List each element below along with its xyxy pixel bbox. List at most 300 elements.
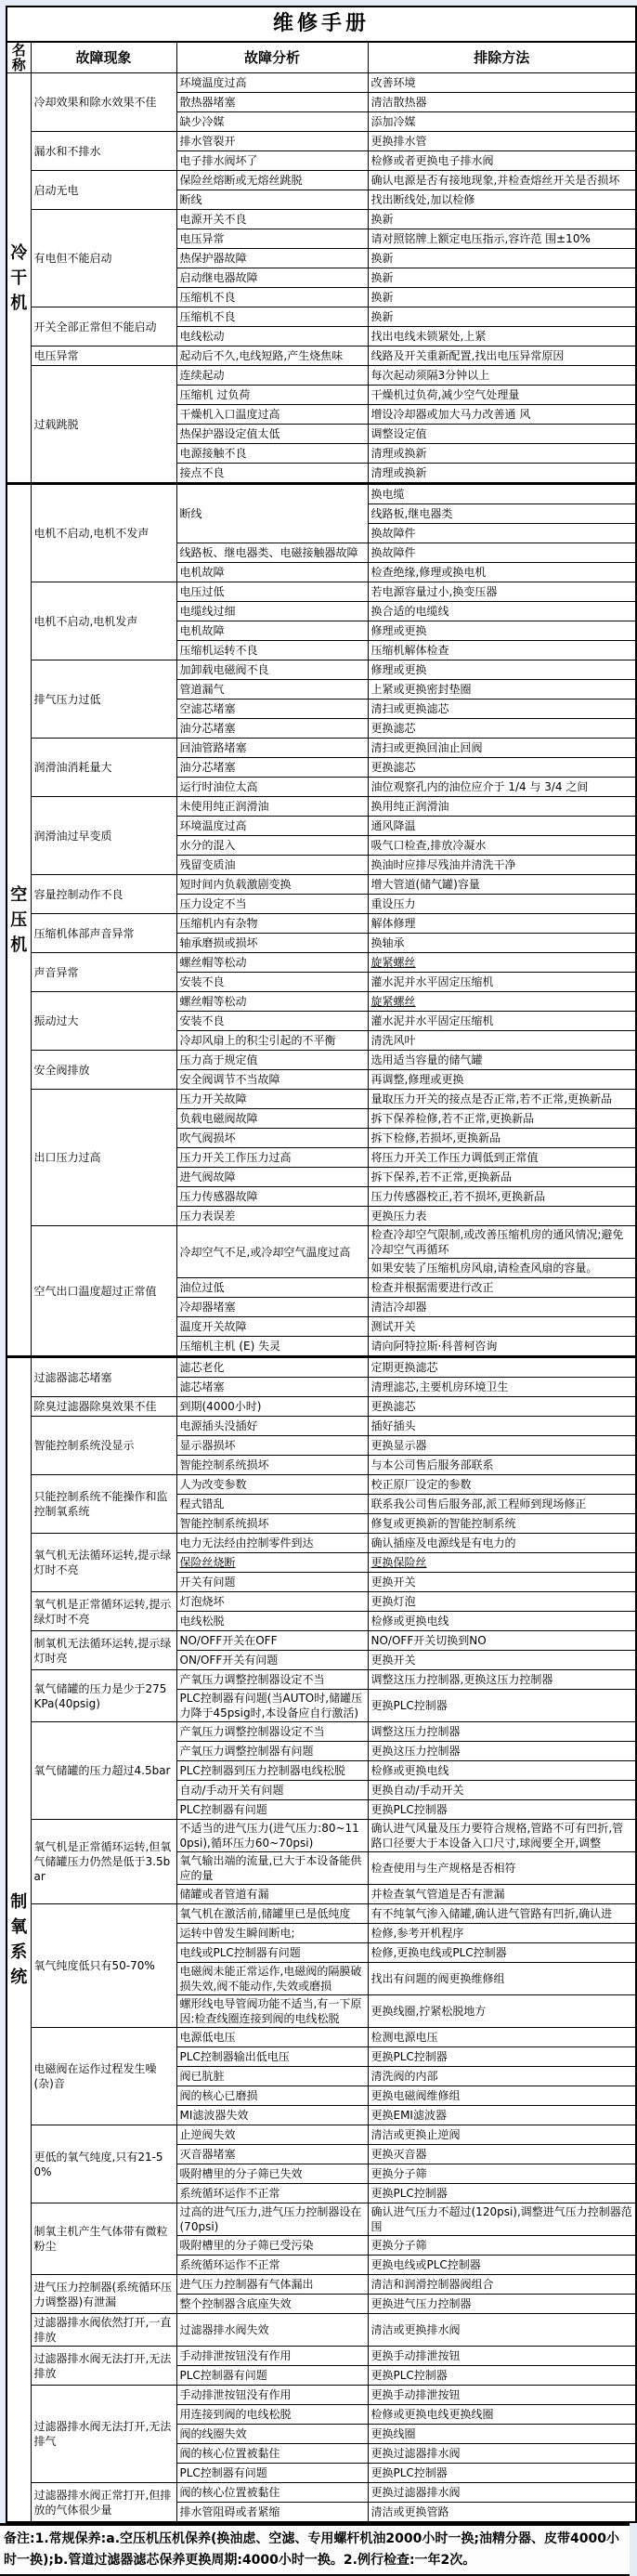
analysis-cell: 短时间内负载激剧变换 xyxy=(176,875,368,895)
remedy-cell: 清扫或更换滤芯 xyxy=(368,700,636,719)
phenomenon-cell: 进气压力控制器(系统循环压力调整器)有泄漏 xyxy=(31,2275,176,2314)
phenomenon-cell: 过滤器排水阀正常打开,但排放的气体很少量 xyxy=(31,2483,176,2523)
analysis-cell: 显示器损坏 xyxy=(176,1436,368,1456)
phenomenon-cell: 只能控制系统不能操作和监控制氧系统 xyxy=(31,1475,176,1534)
remedy-cell: 吸气口检查,排放冷凝水 xyxy=(368,836,636,856)
analysis-cell: 安装不良 xyxy=(176,973,368,992)
phenomenon-cell: 电机不启动,电机不发声 xyxy=(31,484,176,582)
analysis-cell: 电压过低 xyxy=(176,582,368,602)
phenomenon-cell: 过滤器排水阀无法打开,无法排气 xyxy=(31,2386,176,2483)
phenomenon-cell: 氧气储罐的压力超过4.5bar xyxy=(31,1722,176,1820)
table-body xyxy=(6,73,636,2523)
table-row xyxy=(6,1534,636,1553)
analysis-cell: PLC控制器到压力控制器电线松脱 xyxy=(176,1761,368,1781)
phenomenon-cell: 振动过大 xyxy=(31,992,176,1051)
analysis-cell: 安全阀调节不当故障 xyxy=(176,1070,368,1090)
table-row xyxy=(6,660,636,680)
remedy-cell: 清理或换新 xyxy=(368,464,636,484)
analysis-cell: 保险丝熔断或无熔丝跳脱 xyxy=(176,171,368,190)
remedy-cell: 换合适的电缆线 xyxy=(368,602,636,621)
phenomenon-cell: 更低的氧气纯度,只有21-50% xyxy=(31,2125,176,2203)
remedy-cell: 增大管道(储气罐)容量 xyxy=(368,875,636,895)
table-row xyxy=(6,1397,636,1417)
analysis-cell: 整个控制器含底座失效 xyxy=(176,2295,368,2314)
analysis-cell: 储罐或者管道有漏 xyxy=(176,1885,368,1904)
analysis-cell: 排水管阻碍或者紧缩 xyxy=(176,2503,368,2523)
remedy-cell: 清洁或更换排水阀 xyxy=(368,2314,636,2347)
analysis-cell: 到期(4000小时) xyxy=(176,1397,368,1417)
remedy-cell: 检查使用与生产规格是否相符 xyxy=(368,1852,636,1885)
remedy-cell: 确认插座及电源线是有电力的 xyxy=(368,1534,636,1553)
analysis-cell: 压力表误差 xyxy=(176,1207,368,1226)
table-row xyxy=(6,1357,636,1378)
repair-manual-table xyxy=(6,6,637,2523)
phenomenon-cell: 漏水和不排水 xyxy=(31,132,176,171)
footer-note: 备注:1.常规保养:a.空压机压机保养(换油虑、空滤、专用螺杆机油2000小时一换;油精分器、皮带4000小时一换);b.管道过滤器滤芯保养更换周期:4000小时一换。2.例行检查:一年2次。 xyxy=(0,2523,630,2576)
table-row xyxy=(6,2275,636,2295)
remedy-cell: 修理或更换 xyxy=(368,660,636,680)
analysis-cell: 阀已肮脏 xyxy=(176,2067,368,2086)
remedy-cell: 拆下保养,若不正常,更换新品 xyxy=(368,1168,636,1187)
phenomenon-cell: 启动无电 xyxy=(31,171,176,210)
column-header-name: 名称 xyxy=(6,42,31,73)
phenomenon-cell: 电磁阀在运作过程发生噪(杂)音 xyxy=(31,2028,176,2125)
remedy-cell: 压力传感器校正,若不损坏,更换新品 xyxy=(368,1187,636,1207)
section-name-cell: 制氧系统 xyxy=(6,1357,31,2523)
phenomenon-cell: 氧气纯度低只有50-70% xyxy=(31,1904,176,2028)
phenomenon-cell: 智能控制系统没显示 xyxy=(31,1417,176,1475)
remedy-cell: 清洁冷却器 xyxy=(368,1298,636,1317)
table-row xyxy=(6,1090,636,1109)
remedy-cell: 确认进气风量及压力要符合规格,管路不可有凹折,管路口径要大于本设备入口尺寸,球阀要全开,调整 xyxy=(368,1820,636,1852)
table-row xyxy=(6,347,636,366)
analysis-cell: 电源开关不良 xyxy=(176,210,368,229)
analysis-cell: 保险丝烧断 xyxy=(176,1553,368,1573)
analysis-cell: 电机故障 xyxy=(176,563,368,582)
analysis-cell: 电线或PLC控制器有问题 xyxy=(176,1943,368,1963)
analysis-cell: 电源低电压 xyxy=(176,2028,368,2047)
analysis-cell: 干燥机入口温度过高 xyxy=(176,405,368,425)
remedy-cell: 找出有问题的阀更换维修组 xyxy=(368,1963,636,1995)
analysis-cell: 电机故障 xyxy=(176,621,368,641)
phenomenon-cell: 空气出口温度超过正常值 xyxy=(31,1226,176,1357)
analysis-cell: 回油管路堵塞 xyxy=(176,739,368,758)
remedy-cell: 检修或更换电线 xyxy=(368,1761,636,1781)
phenomenon-cell: 过滤器滤芯堵塞 xyxy=(31,1357,176,1397)
remedy-cell: 将压力开关工作压力调低到正常值 xyxy=(368,1148,636,1168)
analysis-cell: 油分芯堵塞 xyxy=(176,719,368,739)
table-row xyxy=(6,132,636,151)
analysis-cell: 负载电磁阀故障 xyxy=(176,1109,368,1129)
remedy-cell: 确认电源是否有接地现象,并检查熔丝开关是否损坏 xyxy=(368,171,636,190)
remedy-cell: 定期更换滤芯 xyxy=(368,1357,636,1378)
phenomenon-cell: 有电但不能启动 xyxy=(31,210,176,307)
remedy-cell: 插好插头 xyxy=(368,1417,636,1436)
remedy-cell: 修复或更换新的智能控制系统 xyxy=(368,1514,636,1534)
column-header-remedy: 排除方法 xyxy=(368,42,636,73)
remedy-cell: 换故障件 xyxy=(368,543,636,563)
remedy-cell: 干燥机过负荷,减少空气处理量 xyxy=(368,386,636,405)
analysis-cell: 残留变质油 xyxy=(176,856,368,875)
remedy-cell: 更换PLC控制器 xyxy=(368,2366,636,2386)
table-row xyxy=(6,307,636,327)
remedy-cell: 检修,参考开机程序 xyxy=(368,1924,636,1943)
remedy-cell: 清理滤芯,主要机房环境卫生 xyxy=(368,1378,636,1397)
analysis-cell: 滤芯堵塞 xyxy=(176,1378,368,1397)
table-row xyxy=(6,875,636,895)
remedy-cell: 更换开关 xyxy=(368,1573,636,1592)
phenomenon-cell: 过滤器排水阀无法打开,无法排放 xyxy=(31,2347,176,2386)
analysis-cell: 压缩机运转不良 xyxy=(176,641,368,660)
remedy-cell: 并检查氧气管道是否有泄漏 xyxy=(368,1885,636,1904)
remedy-cell: 解体修理 xyxy=(368,914,636,934)
analysis-cell: 线路板、继电器类、电磁接触器故障 xyxy=(176,543,368,563)
analysis-cell: 电子排水阀坏了 xyxy=(176,151,368,171)
remedy-cell: 更换手动排泄按钮 xyxy=(368,2386,636,2405)
analysis-cell: 缺少冷媒 xyxy=(176,112,368,132)
table-row xyxy=(6,1904,636,1924)
analysis-cell: 环境温度过高 xyxy=(176,73,368,93)
remedy-cell: 改善环境 xyxy=(368,73,636,93)
analysis-cell: 阀的核心位置被黏住 xyxy=(176,2483,368,2503)
remedy-cell: 修理或更换 xyxy=(368,621,636,641)
analysis-cell: 阀的线圈失效 xyxy=(176,2425,368,2444)
remedy-cell: 检测电源电压 xyxy=(368,2028,636,2047)
remedy-cell: 更换排水管 xyxy=(368,132,636,151)
table-row xyxy=(6,1820,636,1852)
analysis-cell: 连续起动 xyxy=(176,366,368,386)
table-row xyxy=(6,2347,636,2366)
analysis-cell: 断线 xyxy=(176,484,368,543)
remedy-cell: 校正原厂设定的参数 xyxy=(368,1475,636,1495)
analysis-cell: 自动/手动开关有问题 xyxy=(176,1781,368,1800)
analysis-cell: 阀的核心已磨损 xyxy=(176,2086,368,2106)
analysis-cell: 压力高于规定值 xyxy=(176,1051,368,1070)
remedy-cell: 与本公司售后服务部联系 xyxy=(368,1456,636,1475)
analysis-cell: 过滤器排水阀失效 xyxy=(176,2314,368,2347)
analysis-cell: 压力传感器故障 xyxy=(176,1187,368,1207)
table-row xyxy=(6,1417,636,1436)
remedy-cell: 请对照铭牌上额定电压指示,容许范 围±10% xyxy=(368,229,636,249)
analysis-cell: 压缩机主机 (E) 失灵 xyxy=(176,1337,368,1357)
remedy-cell: 油位观察孔内的油位应介于 1/4 与 3/4 之间 xyxy=(368,778,636,797)
analysis-cell: 运行时油位太高 xyxy=(176,778,368,797)
analysis-cell: PLC控制器有问题 xyxy=(176,2366,368,2386)
remedy-cell: 换新 xyxy=(368,288,636,307)
analysis-cell: 手动排泄按钮没有作用 xyxy=(176,2386,368,2405)
remedy-cell: 清洁或更换止逆阀 xyxy=(368,2125,636,2145)
remedy-cell: 更换电线或PLC控制器 xyxy=(368,2256,636,2275)
table-row xyxy=(6,953,636,973)
phenomenon-cell: 制氧机无法循环运转,提示绿灯时亮 xyxy=(31,1631,176,1670)
analysis-cell: 系统循环运作不正常 xyxy=(176,2256,368,2275)
analysis-cell: 油位过低 xyxy=(176,1278,368,1298)
table-row xyxy=(6,2483,636,2503)
table-row xyxy=(6,366,636,386)
remedy-cell: 清洁散热器 xyxy=(368,93,636,112)
analysis-cell: 油分芯堵塞 xyxy=(176,758,368,778)
analysis-cell: 电力无法经由控制零件到达 xyxy=(176,1534,368,1553)
analysis-cell: 压缩机不良 xyxy=(176,307,368,327)
remedy-cell: 检查并根据需要进行改正 xyxy=(368,1278,636,1298)
remedy-cell: 线路板,继电器类 xyxy=(368,504,636,524)
remedy-cell: 更换压力表 xyxy=(368,1207,636,1226)
remedy-cell: 换新 xyxy=(368,249,636,268)
analysis-cell: 螺形线电导管阀功能不适当,有一下原因:检查线圈连接到阀的电线松脱 xyxy=(176,1995,368,2028)
remedy-cell: 清洁和润滑控制器阀组合 xyxy=(368,2275,636,2295)
analysis-cell: 螺丝帽等松动 xyxy=(176,992,368,1012)
analysis-cell: 电源接触不良 xyxy=(176,444,368,464)
remedy-cell: 旋紧螺丝 xyxy=(368,992,636,1012)
analysis-cell: 手动排泄按钮没有作用 xyxy=(176,2347,368,2366)
remedy-cell: NO/OFF开关切换到NO xyxy=(368,1631,636,1651)
analysis-cell: 电源插头没插好 xyxy=(176,1417,368,1436)
analysis-cell: 压力设定不当 xyxy=(176,895,368,914)
remedy-cell: 更换EMI滤波器 xyxy=(368,2106,636,2125)
remedy-cell: 清洗风叶 xyxy=(368,1031,636,1051)
remedy-cell: 更换过滤器排水阀 xyxy=(368,2483,636,2503)
analysis-cell: 产氧压力调整控制器设定不当 xyxy=(176,1722,368,1742)
analysis-cell: 电线松脱 xyxy=(176,1612,368,1631)
phenomenon-cell: 氧气机是正常循环运转,但氧气储罐压力仍然是低于3.5bar xyxy=(31,1820,176,1904)
remedy-cell: 更换灭音器 xyxy=(368,2145,636,2164)
section-name-cell: 冷干机 xyxy=(6,73,31,484)
remedy-cell: 清洗阀的内部 xyxy=(368,2067,636,2086)
remedy-cell: 如果安装了压缩机房风扇,请检查风扇的容量。 xyxy=(368,1259,636,1278)
remedy-cell: 更换线圈 xyxy=(368,2425,636,2444)
remedy-cell: 重设压力 xyxy=(368,895,636,914)
remedy-cell: 更换过滤器排水阀 xyxy=(368,2444,636,2464)
analysis-cell: 程式错乱 xyxy=(176,1495,368,1514)
analysis-cell: 过高的进气压力,进气压力控制器设在(70psi) xyxy=(176,2203,368,2236)
phenomenon-cell: 过滤器排水阀依然打开,一直排放 xyxy=(31,2314,176,2347)
table-row xyxy=(6,2314,636,2347)
phenomenon-cell: 氧气机无法循环运转,提示绿灯时不亮 xyxy=(31,1534,176,1592)
table-row xyxy=(6,73,636,93)
remedy-cell: 有不纯氧气渗入储罐,确认进气管路有凹折,确认进 xyxy=(368,1904,636,1924)
phenomenon-cell: 冷却效果和除水效果不佳 xyxy=(31,73,176,132)
remedy-cell: 更换灯泡 xyxy=(368,1592,636,1612)
remedy-cell: 联系我公司售后服务部,派工程师到现场修正 xyxy=(368,1495,636,1514)
analysis-cell: 安装不良 xyxy=(176,1012,368,1031)
phenomenon-cell: 润滑油消耗量大 xyxy=(31,739,176,797)
analysis-cell: 阀的核心位置被黏住 xyxy=(176,2444,368,2464)
table-row xyxy=(6,739,636,758)
remedy-cell: 更换PLC控制器 xyxy=(368,2047,636,2067)
phenomenon-cell: 制氧主机产生气体带有微粒粉尘 xyxy=(31,2203,176,2275)
table-row xyxy=(6,2386,636,2405)
analysis-cell: 灯泡烧坏 xyxy=(176,1592,368,1612)
analysis-cell: PLC控制器有问题 xyxy=(176,2464,368,2483)
analysis-cell: 冷却空气不足,或冷却空气温度过高 xyxy=(176,1226,368,1278)
phenomenon-cell: 氧气机是正常循环运转,提示绿灯时不亮 xyxy=(31,1592,176,1631)
analysis-cell: PLC控制器有问题 xyxy=(176,1800,368,1820)
remedy-cell: 更换进气压力控制器 xyxy=(368,2295,636,2314)
remedy-cell: 线路及开关重新配置,找出电压异常原因 xyxy=(368,347,636,366)
remedy-cell: 请向阿特拉斯·科普柯咨询 xyxy=(368,1337,636,1357)
table-row xyxy=(6,1592,636,1612)
analysis-cell: ON/OFF开关有问题 xyxy=(176,1651,368,1670)
phenomenon-cell: 排气压力过低 xyxy=(31,660,176,739)
analysis-cell: 冷却风扇上的积尘引起的不平衡 xyxy=(176,1031,368,1051)
remedy-cell: 换新 xyxy=(368,307,636,327)
remedy-cell: 再调整,修理或更换 xyxy=(368,1070,636,1090)
remedy-cell: 拆下检修,若损坏,更换新品 xyxy=(368,1129,636,1148)
remedy-cell: 找出电线未锁紧处,上紧 xyxy=(368,327,636,347)
remedy-cell: 换电缆 xyxy=(368,484,636,504)
remedy-cell: 更换自动/手动开关 xyxy=(368,1781,636,1800)
analysis-cell: 运转中曾发生瞬间断电; xyxy=(176,1924,368,1943)
phenomenon-cell: 除臭过滤器除臭效果不佳 xyxy=(31,1397,176,1417)
table-row xyxy=(6,1670,636,1690)
remedy-cell: 量取压力开关的接点是否正常,若不正常,更换新品 xyxy=(368,1090,636,1109)
remedy-cell: 更换PLC控制器 xyxy=(368,2464,636,2483)
remedy-cell: 更换手动排泄按钮 xyxy=(368,2347,636,2366)
phenomenon-cell: 润滑油过早变质 xyxy=(31,797,176,875)
remedy-cell: 清洁或更换管路 xyxy=(368,2503,636,2523)
remedy-cell: 灌水泥并水平固定压缩机 xyxy=(368,973,636,992)
remedy-cell: 拆下保养检修,若不正常,更换新品 xyxy=(368,1109,636,1129)
remedy-cell: 确认进气压力不超过(120psi),调整进气压力控制器范围 xyxy=(368,2203,636,2236)
remedy-cell: 检修或更换电线更换线圈 xyxy=(368,2405,636,2425)
remedy-cell: 更换滤芯 xyxy=(368,758,636,778)
remedy-cell: 检查绝缘,修理或换电机 xyxy=(368,563,636,582)
phenomenon-cell: 容量控制动作不良 xyxy=(31,875,176,914)
remedy-cell: 选用适当容量的储气罐 xyxy=(368,1051,636,1070)
remedy-cell: 通风降温 xyxy=(368,817,636,836)
table-row xyxy=(6,1475,636,1495)
table-row xyxy=(6,582,636,602)
analysis-cell: 热保护器故障 xyxy=(176,249,368,268)
table-row xyxy=(6,797,636,817)
analysis-cell: 止逆阀失效 xyxy=(176,2125,368,2145)
remedy-cell: 检查冷却空气限制,或改善压缩机房的通风情况;避免冷却空气再循环 xyxy=(368,1226,636,1259)
phenomenon-cell: 安全阀排放 xyxy=(31,1051,176,1090)
analysis-cell: PLC控制器有问题(当AUTO时,储罐压力降于45psig时,本设备应自行激活) xyxy=(176,1690,368,1722)
analysis-cell: 氧气输出端的流量,已大于本设备能供应的量 xyxy=(176,1852,368,1885)
analysis-cell: 空滤芯堵塞 xyxy=(176,700,368,719)
remedy-cell: 更换PLC控制器 xyxy=(368,1800,636,1820)
table-row xyxy=(6,1722,636,1742)
analysis-cell: 电磁阀未能正常运作,电磁阀的隔膜破损失效,阀不能动作,失效或磨损 xyxy=(176,1963,368,1995)
analysis-cell: 压力开关故障 xyxy=(176,1090,368,1109)
remedy-cell: 灌水泥并水平固定压缩机 xyxy=(368,1012,636,1031)
table-row xyxy=(6,1631,636,1651)
remedy-cell: 更换PLC控制器 xyxy=(368,2184,636,2203)
analysis-cell: 接点不良 xyxy=(176,464,368,484)
remedy-cell: 更换电磁阀维修组 xyxy=(368,2086,636,2106)
table-row xyxy=(6,1051,636,1070)
phenomenon-cell: 压缩机体部声音异常 xyxy=(31,914,176,953)
phenomenon-cell: 电机不启动,电机发声 xyxy=(31,582,176,660)
analysis-cell: 进气压力控制器有气体漏出 xyxy=(176,2275,368,2295)
remedy-cell: 更换显示器 xyxy=(368,1436,636,1456)
analysis-cell: 产氧压力调整控制器设定不当 xyxy=(176,1670,368,1690)
analysis-cell: 开关有问题 xyxy=(176,1573,368,1592)
analysis-cell: 智能控制系统损坏 xyxy=(176,1456,368,1475)
analysis-cell: 电缆线过细 xyxy=(176,602,368,621)
remedy-cell: 增设冷却器或加大马力改善通 风 xyxy=(368,405,636,425)
remedy-cell: 换新 xyxy=(368,210,636,229)
analysis-cell: PLC控制器输出低电压 xyxy=(176,2047,368,2067)
table-row xyxy=(6,171,636,190)
remedy-cell: 旋紧螺丝 xyxy=(368,953,636,973)
analysis-cell: 系统循环运作不正常 xyxy=(176,2184,368,2203)
table-row xyxy=(6,914,636,934)
analysis-cell: 进气阀故障 xyxy=(176,1168,368,1187)
analysis-cell: 未使用纯正润滑油 xyxy=(176,797,368,817)
analysis-cell: 轴承磨损或损坏 xyxy=(176,934,368,953)
remedy-cell: 找出断线处,加以检修 xyxy=(368,190,636,210)
remedy-cell: 调整这压力控制器 xyxy=(368,1722,636,1742)
analysis-cell: NO/OFF开关在OFF xyxy=(176,1631,368,1651)
phenomenon-cell: 电压异常 xyxy=(31,347,176,366)
analysis-cell: 断线 xyxy=(176,190,368,210)
phenomenon-cell: 出口压力过高 xyxy=(31,1090,176,1226)
remedy-cell: 调整这压力控制器,更换这压力控制器 xyxy=(368,1670,636,1690)
analysis-cell: 冷却器堵塞 xyxy=(176,1298,368,1317)
remedy-cell: 更换分子筛 xyxy=(368,2236,636,2256)
page xyxy=(0,6,637,2576)
remedy-cell: 更换PLC控制器 xyxy=(368,1690,636,1722)
remedy-cell: 检修,更换电线或PLC控制器 xyxy=(368,1943,636,1963)
table-row xyxy=(6,2028,636,2047)
table-row xyxy=(6,1226,636,1259)
phenomenon-cell: 声音异常 xyxy=(31,953,176,992)
remedy-cell: 检修或者更换电子排水阀 xyxy=(368,151,636,171)
remedy-cell: 压缩机解体检查 xyxy=(368,641,636,660)
analysis-cell: 起动后不久,电线短路,产生烧焦味 xyxy=(176,347,368,366)
remedy-cell: 清扫或更换回油止回阀 xyxy=(368,739,636,758)
remedy-cell: 测试开关 xyxy=(368,1317,636,1337)
remedy-cell: 换新 xyxy=(368,268,636,288)
analysis-cell: 环境温度过高 xyxy=(176,817,368,836)
analysis-cell: 加卸载电磁阀不良 xyxy=(176,660,368,680)
remedy-cell: 更换滤芯 xyxy=(368,719,636,739)
analysis-cell: 人为改变参数 xyxy=(176,1475,368,1495)
header-row xyxy=(6,42,636,73)
analysis-cell: 管道漏气 xyxy=(176,680,368,700)
analysis-cell: 温度开关故障 xyxy=(176,1317,368,1337)
analysis-cell: 压缩机 过负荷 xyxy=(176,386,368,405)
remedy-cell: 更换线圈,拧紧松脱地方 xyxy=(368,1995,636,2028)
remedy-cell: 更换保险丝 xyxy=(368,1553,636,1573)
remedy-cell: 换轴承 xyxy=(368,934,636,953)
analysis-cell: 吸附槽里的分子筛已失效 xyxy=(176,2164,368,2184)
analysis-cell: 滤芯老化 xyxy=(176,1357,368,1378)
remedy-cell: 更换分子筛 xyxy=(368,2164,636,2184)
analysis-cell: 氧气机在激活前,储罐里已是低纯度 xyxy=(176,1904,368,1924)
remedy-cell: 换油时应排尽残油并清洗干净 xyxy=(368,856,636,875)
analysis-cell: 水分的混入 xyxy=(176,836,368,856)
remedy-cell: 每次起动须隔3分钟以上 xyxy=(368,366,636,386)
remedy-cell: 更换这压力控制器 xyxy=(368,1742,636,1761)
column-header-phenomenon: 故障现象 xyxy=(31,42,176,73)
table-row xyxy=(6,2125,636,2145)
analysis-cell: 压缩机内有杂物 xyxy=(176,914,368,934)
analysis-cell: 压力开关工作压力过高 xyxy=(176,1148,368,1168)
remedy-cell: 上紧或更换密封垫圈 xyxy=(368,680,636,700)
analysis-cell: 热保护器设定值太低 xyxy=(176,425,368,444)
table-row xyxy=(6,992,636,1012)
analysis-cell: 螺丝帽等松动 xyxy=(176,953,368,973)
analysis-cell: 智能控制系统损坏 xyxy=(176,1514,368,1534)
column-header-analysis: 故障分析 xyxy=(176,42,368,73)
analysis-cell: 灭音器堵塞 xyxy=(176,2145,368,2164)
analysis-cell: 吹气阀损坏 xyxy=(176,1129,368,1148)
phenomenon-cell: 过载跳脱 xyxy=(31,366,176,484)
remedy-cell: 若电源容量过小,换变压器 xyxy=(368,582,636,602)
